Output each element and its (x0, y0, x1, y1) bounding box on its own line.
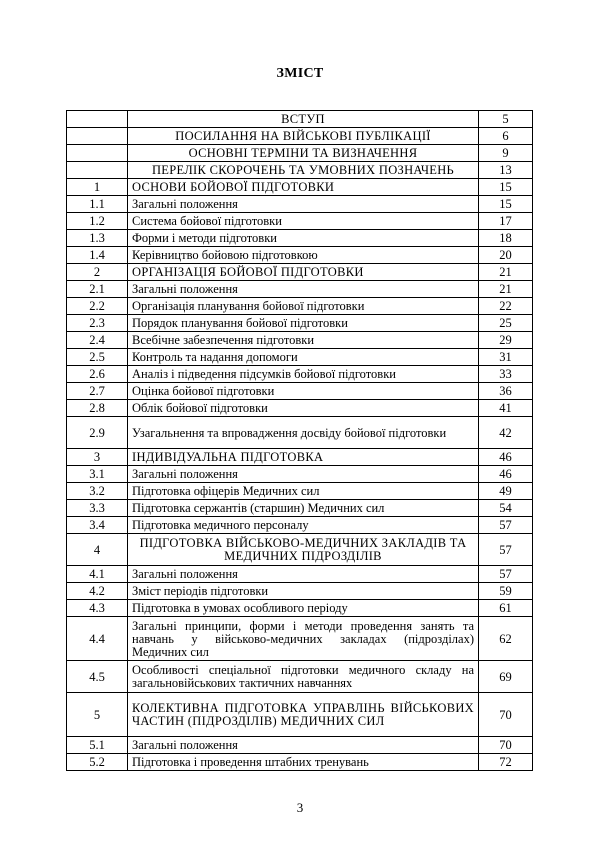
section-page: 36 (479, 383, 533, 400)
section-page: 21 (479, 264, 533, 281)
section-page: 15 (479, 196, 533, 213)
toc-row (67, 145, 533, 162)
section-number (67, 111, 128, 128)
section-page: 59 (479, 583, 533, 600)
section-number: 4.1 (67, 566, 128, 583)
section-page: 15 (479, 179, 533, 196)
section-number (67, 145, 128, 162)
section-number (67, 162, 128, 179)
section-page: 61 (479, 600, 533, 617)
section-number: 2.6 (67, 366, 128, 383)
page-title: ЗМІСТ (276, 66, 324, 81)
section-number: 3 (67, 449, 128, 466)
section-number: 1 (67, 179, 128, 196)
section-title: Підготовка сержантів (старшин) Медичних сил (128, 500, 479, 517)
section-number: 4.2 (67, 583, 128, 600)
section-page: 46 (479, 466, 533, 483)
section-title: ОСНОВИ БОЙОВОЇ ПІДГОТОВКИ (128, 179, 479, 196)
section-page: 70 (479, 693, 533, 737)
section-number: 2.4 (67, 332, 128, 349)
toc-row (67, 383, 533, 400)
section-page: 18 (479, 230, 533, 247)
section-title: ПЕРЕЛІК СКОРОЧЕНЬ ТА УМОВНИХ ПОЗНАЧЕНЬ (128, 162, 479, 179)
section-title: Загальні положення (128, 566, 479, 583)
toc-row (67, 754, 533, 771)
section-page: 57 (479, 566, 533, 583)
section-title: Аналіз і підведення підсумків бойової підготовки (128, 366, 479, 383)
toc-row (67, 600, 533, 617)
section-number: 1.3 (67, 230, 128, 247)
section-number: 2.9 (67, 417, 128, 449)
section-page: 31 (479, 349, 533, 366)
table-of-contents (66, 110, 533, 771)
section-page: 29 (479, 332, 533, 349)
toc-row (67, 298, 533, 315)
section-page: 57 (479, 517, 533, 534)
section-title: Всебічне забезпечення підготовки (128, 332, 479, 349)
section-title: Організація планування бойової підготовки (128, 298, 479, 315)
section-title: ОРГАНІЗАЦІЯ БОЙОВОЇ ПІДГОТОВКИ (128, 264, 479, 281)
section-title: Загальні положення (128, 196, 479, 213)
section-title: ПІДГОТОВКА ВІЙСЬКОВО-МЕДИЧНИХ ЗАКЛАДІВ ТА МЕДИЧНИХ ПІДРОЗДІЛІВ (128, 534, 479, 566)
toc-row (67, 449, 533, 466)
section-title: ІНДИВІДУАЛЬНА ПІДГОТОВКА (128, 449, 479, 466)
section-title: ОСНОВНІ ТЕРМІНИ ТА ВИЗНАЧЕННЯ (128, 145, 479, 162)
section-number: 1.2 (67, 213, 128, 230)
section-number: 1.4 (67, 247, 128, 264)
toc-row (67, 162, 533, 179)
section-page: 49 (479, 483, 533, 500)
section-number: 2.7 (67, 383, 128, 400)
section-number: 2.3 (67, 315, 128, 332)
section-number: 3.3 (67, 500, 128, 517)
section-page: 42 (479, 417, 533, 449)
toc-row (67, 213, 533, 230)
section-title: Система бойової підготовки (128, 213, 479, 230)
section-page: 62 (479, 617, 533, 661)
section-number: 5 (67, 693, 128, 737)
section-number: 3.2 (67, 483, 128, 500)
section-title: Підготовка медичного персоналу (128, 517, 479, 534)
section-page: 46 (479, 449, 533, 466)
page-number: 3 (296, 800, 304, 815)
section-title: ВСТУП (128, 111, 479, 128)
section-title: Порядок планування бойової підготовки (128, 315, 479, 332)
section-title: Загальні положення (128, 466, 479, 483)
section-title: Загальні положення (128, 737, 479, 754)
section-page: 9 (479, 145, 533, 162)
section-title: Керівництво бойовою підготовкою (128, 247, 479, 264)
section-number: 5.2 (67, 754, 128, 771)
toc-row (67, 583, 533, 600)
section-page: 5 (479, 111, 533, 128)
toc-row (67, 111, 533, 128)
section-page: 33 (479, 366, 533, 383)
toc-row (67, 332, 533, 349)
toc-row (67, 179, 533, 196)
toc-row (67, 196, 533, 213)
toc-row (67, 315, 533, 332)
section-number: 3.1 (67, 466, 128, 483)
section-title: Підготовка і проведення штабних тренувань (128, 754, 479, 771)
section-page: 13 (479, 162, 533, 179)
section-page: 69 (479, 661, 533, 693)
section-title: Підготовка офіцерів Медичних сил (128, 483, 479, 500)
toc-row (67, 349, 533, 366)
toc-row (67, 483, 533, 500)
section-title: Узагальнення та впровадження досвіду бойової підготовки (128, 417, 479, 449)
section-page: 17 (479, 213, 533, 230)
section-page: 21 (479, 281, 533, 298)
section-page: 41 (479, 400, 533, 417)
section-title: Оцінка бойової підготовки (128, 383, 479, 400)
section-number: 2.2 (67, 298, 128, 315)
section-page: 25 (479, 315, 533, 332)
toc-row (67, 693, 533, 737)
toc-row (67, 500, 533, 517)
section-page: 57 (479, 534, 533, 566)
section-number (67, 128, 128, 145)
section-page: 20 (479, 247, 533, 264)
toc-row (67, 661, 533, 693)
toc-row (67, 281, 533, 298)
section-page: 6 (479, 128, 533, 145)
section-page: 70 (479, 737, 533, 754)
section-title: Особливості спеціальної підготовки медичного складу на загальновійськових тактичних навчаннях (128, 661, 479, 693)
section-number: 1.1 (67, 196, 128, 213)
toc-row (67, 617, 533, 661)
section-number: 2.1 (67, 281, 128, 298)
toc-row (67, 247, 533, 264)
section-number: 4.4 (67, 617, 128, 661)
toc-row (67, 566, 533, 583)
section-title: Загальні принципи, форми і методи проведення занять та навчань у військово-медичних закладах (підрозділах) Медичних сил (128, 617, 479, 661)
section-title: Підготовка в умовах особливого періоду (128, 600, 479, 617)
section-number: 2.8 (67, 400, 128, 417)
toc-row (67, 534, 533, 566)
section-number: 2 (67, 264, 128, 281)
section-title: Загальні положення (128, 281, 479, 298)
section-title: Зміст періодів підготовки (128, 583, 479, 600)
section-title: ПОСИЛАННЯ НА ВІЙСЬКОВІ ПУБЛІКАЦІЇ (128, 128, 479, 145)
section-number: 3.4 (67, 517, 128, 534)
toc-row (67, 400, 533, 417)
toc-row (67, 230, 533, 247)
section-page: 54 (479, 500, 533, 517)
toc-row (67, 417, 533, 449)
section-number: 4.3 (67, 600, 128, 617)
section-page: 72 (479, 754, 533, 771)
section-title: КОЛЕКТИВНА ПІДГОТОВКА УПРАВЛІНЬ ВІЙСЬКОВИХ ЧАСТИН (ПІДРОЗДІЛІВ) МЕДИЧНИХ СИЛ (128, 693, 479, 737)
section-number: 4 (67, 534, 128, 566)
toc-row (67, 466, 533, 483)
section-title: Контроль та надання допомоги (128, 349, 479, 366)
toc-row (67, 737, 533, 754)
section-title: Облік бойової підготовки (128, 400, 479, 417)
section-number: 4.5 (67, 661, 128, 693)
section-number: 2.5 (67, 349, 128, 366)
section-title: Форми і методи підготовки (128, 230, 479, 247)
toc-row (67, 366, 533, 383)
section-number: 5.1 (67, 737, 128, 754)
section-page: 22 (479, 298, 533, 315)
toc-row (67, 264, 533, 281)
toc-row (67, 517, 533, 534)
toc-row (67, 128, 533, 145)
